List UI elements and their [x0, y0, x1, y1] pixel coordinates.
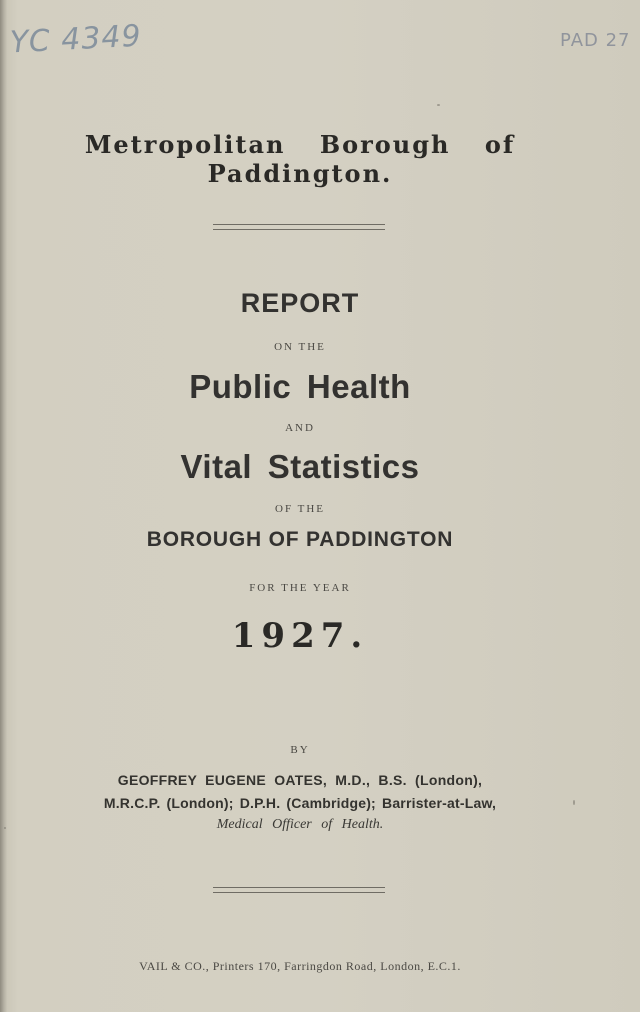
on-the-label: ON THE: [274, 341, 326, 353]
of-the-label: OF THE: [275, 503, 325, 515]
report-year: 1927.: [231, 616, 369, 656]
bottom-double-rule: [213, 887, 385, 893]
handwritten-shelf-mark: YC 4349: [9, 18, 143, 61]
report-heading: REPORT: [240, 288, 360, 318]
vital-statistics-heading: Vital Statistics: [180, 448, 420, 485]
author-qualifications-line: M.R.C.P. (London); D.P.H. (Cambridge); Barrister-at-Law,: [103, 795, 497, 811]
handwritten-reference-mark: PAD 27: [560, 30, 631, 51]
top-double-rule: [213, 224, 385, 230]
paper-speck: [4, 827, 6, 829]
paper-speck: [437, 104, 440, 106]
paper-speck: [573, 800, 575, 805]
for-the-year-label: FOR THE YEAR: [249, 582, 351, 594]
by-label: BY: [290, 744, 310, 756]
author-name-line: GEOFFREY EUGENE OATES, M.D., B.S. (London),: [117, 772, 483, 788]
printer-imprint: VAIL & CO., Printers 170, Farringdon Road, London, E.C.1.: [139, 959, 461, 973]
borough-of-paddington-heading: BOROUGH OF PADDINGTON: [146, 528, 454, 551]
public-health-heading: Public Health: [189, 368, 411, 405]
and-label: AND: [285, 422, 315, 434]
author-role-line: Medical Officer of Health.: [216, 817, 384, 832]
borough-title: Metropolitan Borough of Paddington.: [84, 130, 516, 188]
